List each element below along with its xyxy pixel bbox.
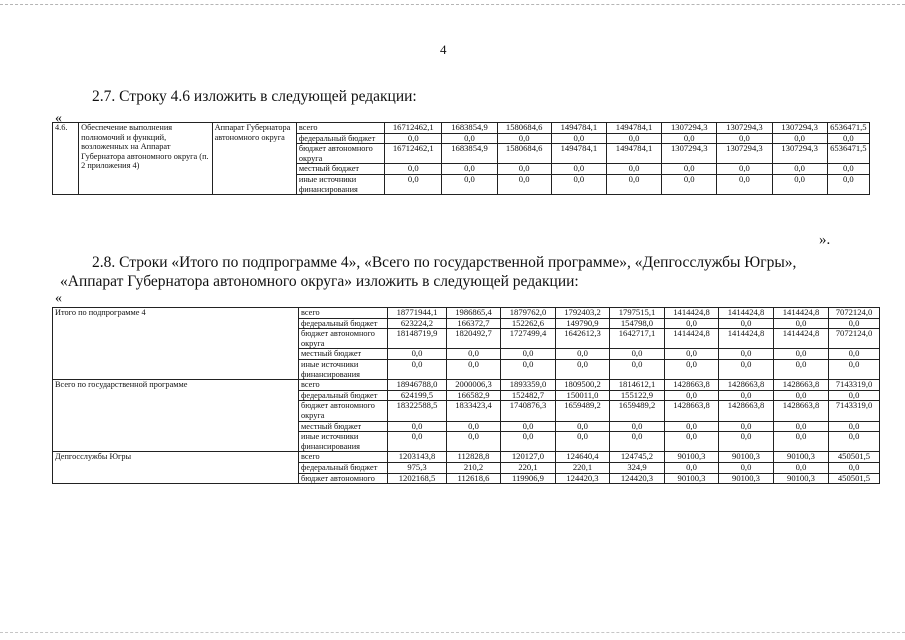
value-cell: 1580684,6 — [497, 123, 551, 134]
source-label: всего — [296, 123, 384, 134]
value-cell: 124745,2 — [610, 452, 665, 463]
value-cell: 1683854,9 — [442, 144, 497, 164]
value-cell: 0,0 — [556, 359, 610, 379]
value-cell: 623224,2 — [388, 318, 447, 329]
value-cell: 124420,3 — [556, 473, 610, 484]
value-cell: 90100,3 — [665, 452, 719, 463]
value-cell: 16712462,1 — [385, 123, 442, 134]
page-top-edge — [0, 4, 905, 5]
value-cell: 1307294,3 — [662, 123, 717, 134]
value-cell: 0,0 — [501, 349, 556, 360]
value-cell: 112828,8 — [447, 452, 501, 463]
value-cell: 1202168,5 — [388, 473, 447, 484]
summary-table — [52, 307, 880, 484]
value-cell: 0,0 — [665, 421, 719, 432]
value-cell: 1814612,1 — [610, 380, 665, 391]
value-cell: 1494784,1 — [551, 123, 606, 134]
value-cell: 0,0 — [719, 390, 774, 401]
value-cell: 1683854,9 — [442, 123, 497, 134]
source-label: местный бюджет — [296, 164, 384, 175]
source-label: местный бюджет — [299, 349, 388, 360]
value-cell: 1642612,3 — [556, 329, 610, 349]
value-cell: 166582,9 — [447, 390, 501, 401]
value-cell: 0,0 — [442, 133, 497, 144]
value-cell: 0,0 — [556, 432, 610, 452]
value-cell: 1792403,2 — [556, 308, 610, 319]
table-row — [53, 308, 880, 319]
value-cell: 0,0 — [497, 174, 551, 194]
value-cell: 0,0 — [610, 349, 665, 360]
value-cell: 1414424,8 — [774, 308, 829, 319]
value-cell: 0,0 — [719, 462, 774, 473]
value-cell: 1307294,3 — [717, 123, 772, 134]
value-cell: 0,0 — [610, 421, 665, 432]
value-cell: 1494784,1 — [606, 144, 661, 164]
executor-name: Аппарат Губернатора автономного округа — [212, 123, 296, 195]
value-cell: 0,0 — [447, 349, 501, 360]
value-cell: 1833423,4 — [447, 401, 501, 421]
value-cell: 18148719,9 — [388, 329, 447, 349]
value-cell: 0,0 — [774, 390, 829, 401]
section-2-8-heading-line1: 2.8. Строки «Итого по подпрограмме 4», «Всего по государственной программе», «Депгосслужбы Югры», — [92, 254, 797, 271]
value-cell: 90100,3 — [719, 452, 774, 463]
value-cell: 150011,0 — [556, 390, 610, 401]
value-cell: 0,0 — [717, 164, 772, 175]
source-label: федеральный бюджет — [299, 390, 388, 401]
value-cell: 154798,0 — [610, 318, 665, 329]
value-cell: 975,3 — [388, 462, 447, 473]
value-cell: 450501,5 — [829, 452, 880, 463]
value-cell: 7143319,0 — [829, 380, 880, 391]
section-2-7-heading: 2.7. Строку 4.6 изложить в следующей редакции: — [92, 88, 417, 105]
value-cell: 0,0 — [388, 432, 447, 452]
page-bottom-edge — [0, 632, 905, 633]
value-cell: 0,0 — [606, 174, 661, 194]
source-label: бюджет автономного округа — [296, 144, 384, 164]
value-cell: 7072124,0 — [829, 308, 880, 319]
value-cell: 90100,3 — [719, 473, 774, 484]
value-cell: 1428663,8 — [774, 380, 829, 391]
value-cell: 0,0 — [774, 349, 829, 360]
value-cell: 18322588,5 — [388, 401, 447, 421]
value-cell: 0,0 — [665, 390, 719, 401]
value-cell: 624199,5 — [388, 390, 447, 401]
value-cell: 1727499,4 — [501, 329, 556, 349]
value-cell: 1809500,2 — [556, 380, 610, 391]
value-cell: 6536471,5 — [827, 123, 869, 134]
value-cell: 0,0 — [827, 174, 869, 194]
source-label: бюджет автономного округа — [299, 401, 388, 421]
value-cell: 0,0 — [385, 174, 442, 194]
value-cell: 0,0 — [388, 421, 447, 432]
group-name: Всего по государственной программе — [53, 380, 299, 452]
value-cell: 0,0 — [388, 349, 447, 360]
value-cell: 0,0 — [662, 174, 717, 194]
value-cell: 0,0 — [501, 359, 556, 379]
row-4-6-table — [52, 122, 870, 195]
value-cell: 1659489,2 — [610, 401, 665, 421]
value-cell: 0,0 — [774, 318, 829, 329]
value-cell: 1986865,4 — [447, 308, 501, 319]
value-cell: 1307294,3 — [772, 144, 827, 164]
value-cell: 0,0 — [665, 318, 719, 329]
value-cell: 90100,3 — [665, 473, 719, 484]
source-label: бюджет автономного округа — [299, 329, 388, 349]
value-cell: 0,0 — [447, 421, 501, 432]
value-cell: 0,0 — [497, 164, 551, 175]
value-cell: 0,0 — [719, 432, 774, 452]
open-quote-2: « — [55, 291, 62, 306]
value-cell: 1893359,0 — [501, 380, 556, 391]
page-number: 4 — [440, 42, 447, 57]
value-cell: 1307294,3 — [662, 144, 717, 164]
value-cell: 0,0 — [719, 421, 774, 432]
value-cell: 90100,3 — [774, 473, 829, 484]
value-cell: 0,0 — [774, 462, 829, 473]
value-cell: 1580684,6 — [497, 144, 551, 164]
value-cell: 0,0 — [665, 359, 719, 379]
value-cell: 7072124,0 — [829, 329, 880, 349]
value-cell: 1428663,8 — [665, 380, 719, 391]
value-cell: 0,0 — [772, 174, 827, 194]
open-quote-1: « — [55, 111, 62, 126]
value-cell: 0,0 — [665, 349, 719, 360]
source-label: бюджет автономного — [299, 473, 388, 484]
value-cell: 0,0 — [662, 164, 717, 175]
value-cell: 0,0 — [829, 359, 880, 379]
value-cell: 1203143,8 — [388, 452, 447, 463]
value-cell: 1494784,1 — [606, 123, 661, 134]
value-cell: 0,0 — [665, 432, 719, 452]
row-number: 4.6. — [53, 123, 79, 195]
value-cell: 0,0 — [551, 164, 606, 175]
value-cell: 0,0 — [447, 359, 501, 379]
value-cell: 6536471,5 — [827, 144, 869, 164]
value-cell: 0,0 — [388, 359, 447, 379]
source-label: всего — [299, 380, 388, 391]
value-cell: 149790,9 — [556, 318, 610, 329]
value-cell: 0,0 — [662, 133, 717, 144]
measure-name: Обеспечение выполнения полномочий и функций, возложенных на Аппарат Губернатора автономного округа (п. 2 приложения 4) — [79, 123, 212, 195]
value-cell: 166372,7 — [447, 318, 501, 329]
source-label: всего — [299, 452, 388, 463]
value-cell: 0,0 — [829, 462, 880, 473]
source-label: местный бюджет — [299, 421, 388, 432]
value-cell: 0,0 — [719, 349, 774, 360]
value-cell: 7143319,0 — [829, 401, 880, 421]
value-cell: 120127,0 — [501, 452, 556, 463]
source-label: иные источники финансирования — [299, 359, 388, 379]
value-cell: 0,0 — [829, 349, 880, 360]
value-cell: 1797515,1 — [610, 308, 665, 319]
value-cell: 0,0 — [442, 164, 497, 175]
value-cell: 1428663,8 — [665, 401, 719, 421]
value-cell: 220,1 — [556, 462, 610, 473]
value-cell: 0,0 — [827, 164, 869, 175]
table-row — [53, 452, 880, 463]
value-cell: 1820492,7 — [447, 329, 501, 349]
value-cell: 0,0 — [385, 164, 442, 175]
value-cell: 0,0 — [774, 359, 829, 379]
value-cell: 16712462,1 — [385, 144, 442, 164]
value-cell: 0,0 — [719, 359, 774, 379]
value-cell: 1642717,1 — [610, 329, 665, 349]
source-label: федеральный бюджет — [299, 318, 388, 329]
source-label: иные источники финансирования — [299, 432, 388, 452]
value-cell: 1428663,8 — [774, 401, 829, 421]
table-row — [53, 380, 880, 391]
value-cell: 152262,6 — [501, 318, 556, 329]
value-cell: 1414424,8 — [719, 329, 774, 349]
value-cell: 220,1 — [501, 462, 556, 473]
value-cell: 0,0 — [447, 432, 501, 452]
value-cell: 124420,3 — [610, 473, 665, 484]
value-cell: 0,0 — [551, 174, 606, 194]
value-cell: 2000006,3 — [447, 380, 501, 391]
value-cell: 124640,4 — [556, 452, 610, 463]
value-cell: 0,0 — [610, 432, 665, 452]
value-cell: 155122,9 — [610, 390, 665, 401]
value-cell: 0,0 — [719, 318, 774, 329]
value-cell: 1494784,1 — [551, 144, 606, 164]
value-cell: 0,0 — [829, 421, 880, 432]
value-cell: 1414424,8 — [719, 308, 774, 319]
value-cell: 0,0 — [829, 318, 880, 329]
value-cell: 1659489,2 — [556, 401, 610, 421]
value-cell: 112618,6 — [447, 473, 501, 484]
value-cell: 0,0 — [772, 133, 827, 144]
value-cell: 18771944,1 — [388, 308, 447, 319]
source-label: всего — [299, 308, 388, 319]
value-cell: 1414424,8 — [665, 329, 719, 349]
value-cell: 0,0 — [827, 133, 869, 144]
value-cell: 90100,3 — [774, 452, 829, 463]
value-cell: 1414424,8 — [774, 329, 829, 349]
value-cell: 0,0 — [665, 462, 719, 473]
value-cell: 1740876,3 — [501, 401, 556, 421]
value-cell: 0,0 — [610, 359, 665, 379]
value-cell: 0,0 — [829, 390, 880, 401]
value-cell: 0,0 — [774, 432, 829, 452]
value-cell: 210,2 — [447, 462, 501, 473]
source-label: федеральный бюджет — [299, 462, 388, 473]
value-cell: 1879762,0 — [501, 308, 556, 319]
value-cell: 0,0 — [501, 421, 556, 432]
value-cell: 1307294,3 — [717, 144, 772, 164]
value-cell: 0,0 — [606, 133, 661, 144]
source-label: федеральный бюджет — [296, 133, 384, 144]
value-cell: 18946788,0 — [388, 380, 447, 391]
value-cell: 0,0 — [501, 432, 556, 452]
value-cell: 0,0 — [442, 174, 497, 194]
value-cell: 1414424,8 — [665, 308, 719, 319]
value-cell: 0,0 — [556, 421, 610, 432]
value-cell: 0,0 — [385, 133, 442, 144]
value-cell: 152482,7 — [501, 390, 556, 401]
table-row — [53, 123, 870, 134]
value-cell: 1428663,8 — [719, 401, 774, 421]
value-cell: 119906,9 — [501, 473, 556, 484]
value-cell: 324,9 — [610, 462, 665, 473]
value-cell: 1428663,8 — [719, 380, 774, 391]
value-cell: 0,0 — [829, 432, 880, 452]
close-quote: ». — [819, 232, 831, 248]
value-cell: 0,0 — [717, 174, 772, 194]
group-name: Итого по подпрограмме 4 — [53, 308, 299, 380]
value-cell: 0,0 — [772, 164, 827, 175]
value-cell: 0,0 — [497, 133, 551, 144]
value-cell: 0,0 — [551, 133, 606, 144]
value-cell: 0,0 — [606, 164, 661, 175]
source-label: иные источники финансирования — [296, 174, 384, 194]
value-cell: 0,0 — [774, 421, 829, 432]
group-name: Депгосслужбы Югры — [53, 452, 299, 484]
section-2-8-heading-line2: «Аппарат Губернатора автономного округа» изложить в следующей редакции: — [60, 273, 579, 290]
value-cell: 1307294,3 — [772, 123, 827, 134]
value-cell: 0,0 — [556, 349, 610, 360]
value-cell: 0,0 — [717, 133, 772, 144]
value-cell: 450501,5 — [829, 473, 880, 484]
